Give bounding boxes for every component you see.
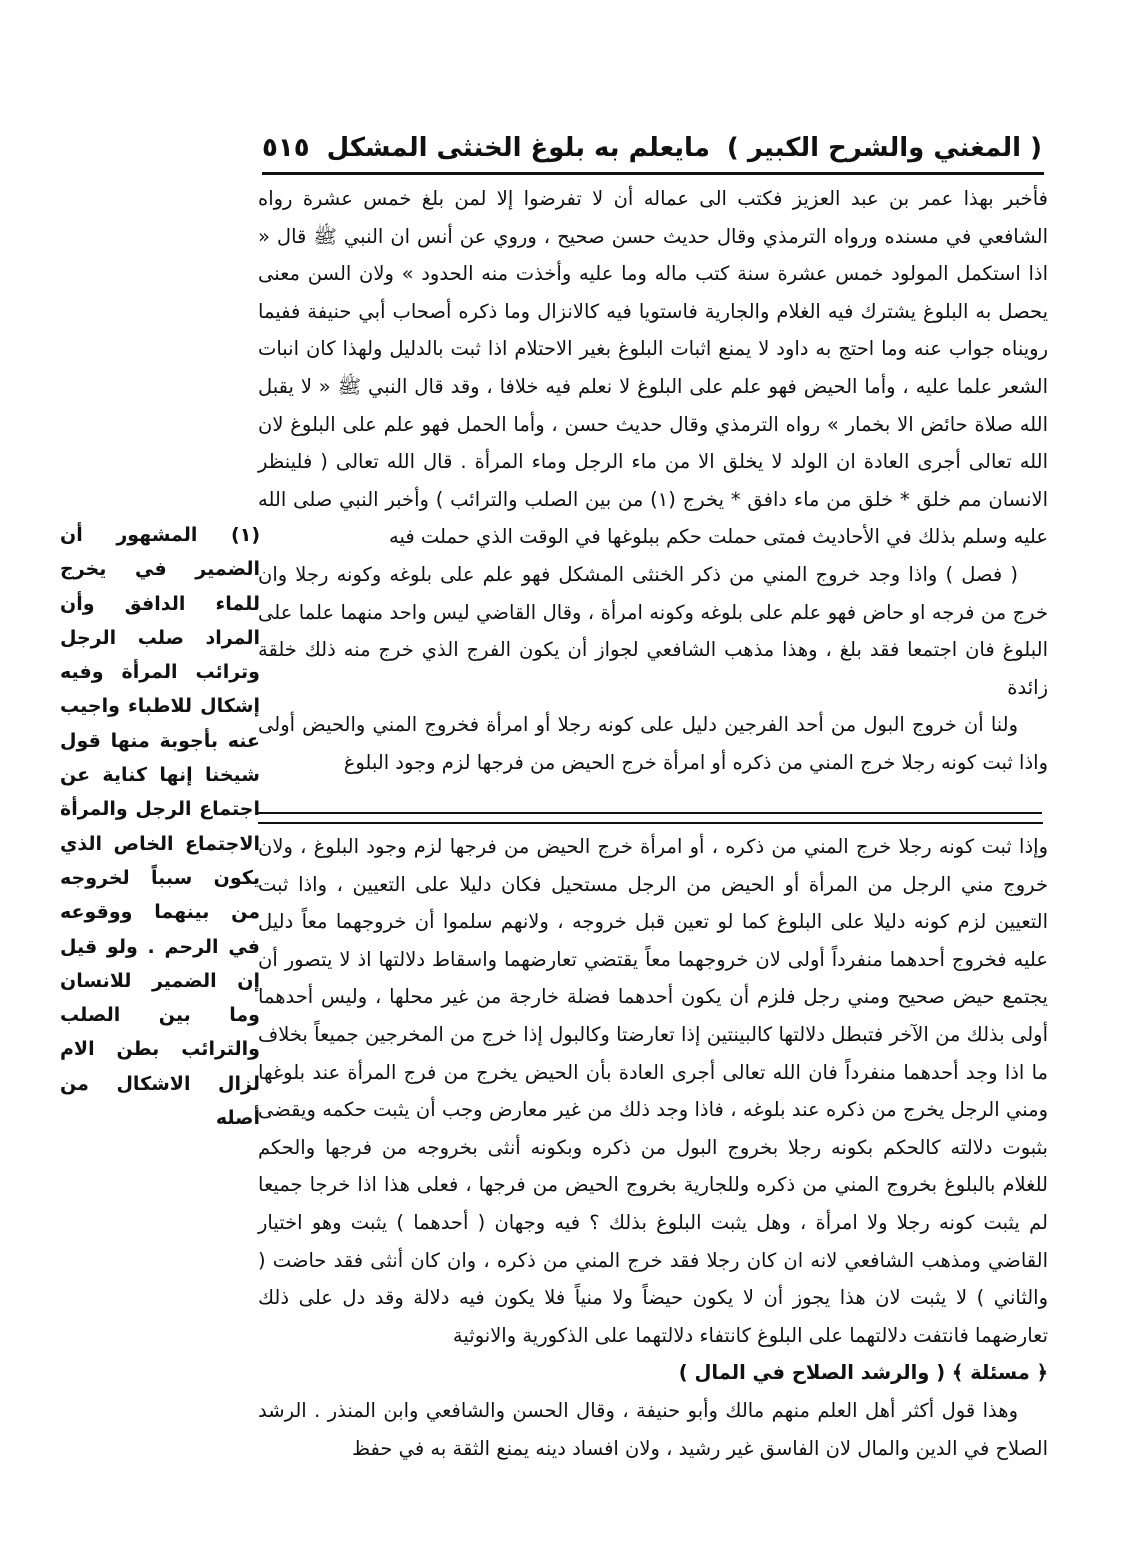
margin-footnote (60, 518, 260, 1130)
upper-text-block (258, 180, 1048, 812)
lower-text-block (258, 828, 1048, 1528)
paragraph: وهذا قول أكثر أهل العلم منهم مالك وأبو حنيفة ، وقال الحسن والشافعي وابن المنذر . الرشد الصلاح في الدين والمال لان الفاسق غير رشيد ، ولان افساد دينه يمنع الثقة به في حفظ (258, 1398, 1048, 1460)
running-header (262, 124, 1042, 172)
section-title: مايعلم به بلوغ الخنثى المشكل (326, 133, 710, 163)
book-title: ( المغني والشرح الكبير ) (726, 133, 1042, 163)
paragraph: ( فصل ) واذا وجد خروج المني من ذكر الخنثى المشكل فهو علم على بلوغه وكونه رجلا وان خرج من فرجه او حاض فهو علم على بلوغه وكونه امرأة ، وقال القاضي ليس واحد منهما علما على البلوغ فان اجتمعا فقد بلغ ، وهذا مذهب الشافعي لجواز أن يكون الفرج الذي خرج منه ذلك خلقة زائدة (258, 562, 1048, 699)
page-number: ٥١٥ (262, 133, 310, 163)
paragraph: فأخبر بهذا عمر بن عبد العزيز فكتب الى عماله أن لا تفرضوا إلا لمن بلغ خمس عشرة رواه الشافعي في مسنده ورواه الترمذي وقال حديث حسن صحيح ، وروي عن أنس ان النبي ﷺ قال « اذا استكمل المولود خمس عشرة سنة كتب ماله وما عليه وأخذت منه الحدود » ولان السن معنى يحصل به البلوغ يشترك فيه الغلام والجارية فاستويا فيه كالانزال وما ذكره أصحاب أبي حنيفة ففيما رويناه جواب عنه وما احتج به داود لا يمنع اثبات البلوغ بغير الاحتلام اذا ثبت بالدليل ولهذا كان انبات الشعر علما عليه ، وأما الحيض فهو علم على البلوغ لا نعلم فيه خلافا ، وقد قال النبي ﷺ « لا يقبل الله صلاة حائض الا بخمار » رواه الترمذي وقال حديث حسن ، وأما الحمل فهو علم على البلوغ لان الله تعالى أجرى العادة ان الولد لا يخلق الا من ماء الرجل وماء المرأة . قال الله تعالى ( فلينظر الانسان مم خلق * خلق من ماء دافق * يخرج (١) من بين الصلب والترائب ) وأخبر النبي صلى الله عليه وسلم بذلك في الأحاديث فمتى حملت حكم ببلوغها في الوقت الذي حملت فيه (258, 187, 1048, 549)
section-divider (258, 822, 1043, 824)
paragraph: وإذا ثبت كونه رجلا خرج المني من ذكره ، أو امرأة خرج الحيض من فرجها لزم وجود البلوغ ، ولان خروج مني الرجل من المرأة أو الحيض من الرجل مستحيل فكان دليلا على التعيين ، واذا ثبت التعيين لزم كونه دليلا على البلوغ كما لو تعين قبل خروجه ، ولانهم سلموا أن خروجهما معاً دليل عليه فخروج أحدهما منفرداً أولى لان خروجهما معاً يقتضي تعارضهما واسقاط دلالتها اذ لا يتصور أن يجتمع حيض صحيح ومني رجل فلزم أن يكون أحدهما فضلة خارجة من غير محلها ، وليس أحدهما أولى بذلك من الآخر فتبطل دلالتها كالبينتين إذا تعارضتا وكالبول إذا خرج من المخرجين جميعاً بخلاف ما اذا وجد أحدهما منفرداً فان الله تعالى أجرى العادة بأن الحيض يخرج من فرج المرأة عند بلوغها ومني الرجل يخرج من ذكره عند بلوغه ، فاذا وجد ذلك من غير معارض وجب أن يثبت حكمه ويقضى بثبوت دلالته كالحكم بكونه رجلا بخروج البول من ذكره وبكونه أنثى بخروجه من فرجها والحكم للغلام بالبلوغ بخروج المني من ذكره وللجارية بخروج الحيض من فرجها ، فعلى هذا اذا خرجا جميعا لم يثبت كونه رجلا ولا امرأة ، وهل يثبت البلوغ بذلك ؟ فيه وجهان ( أحدهما ) يثبت وهو اختيار القاضي ومذهب الشافعي لانه ان كان رجلا فقد خرج المني من ذكره ، وان كان أنثى فقد حاضت ( والثاني ) لا يثبت لان هذا يجوز أن لا يكون حيضاً ولا منياً فلا يكون فيه دلالة وقد دل على ذلك تعارضهما فانتفت دلالتهما على البلوغ كانتفاء دلالتهما على الذكورية والانوثية (258, 835, 1048, 1347)
footnote-text: (١) المشهور أن الضمير في يخرج للماء الدافق وأن المراد صلب الرجل وترائب المرأة وفيه إشكال للاطباء واجيب عنه بأجوبة منها قول شيخنا إنها كناية عن اجتماع الرجل والمرأة الاجتماع الخاص الذي يكون سبباً لخروجه من بينهما ووقوعه في الرحم . ولو قيل إن الضمير للانسان وما بين الصلب والترائب بطن الام لزال الاشكال من أصله (60, 524, 260, 1130)
paragraph: ولنا أن خروج البول من أحد الفرجين دليل على كونه رجلا أو امرأة فخروج المني والحيض أولى واذا ثبت كونه رجلا خرج المني من ذكره أو امرأة خرج الحيض من فرجها لزم وجود البلوغ (258, 713, 1048, 774)
header-rule (262, 172, 1044, 175)
masala-heading: ﴿ مسئلة ﴾ ( والرشد الصلاح في المال ) (678, 1361, 1048, 1385)
underline-rule (258, 812, 1042, 814)
